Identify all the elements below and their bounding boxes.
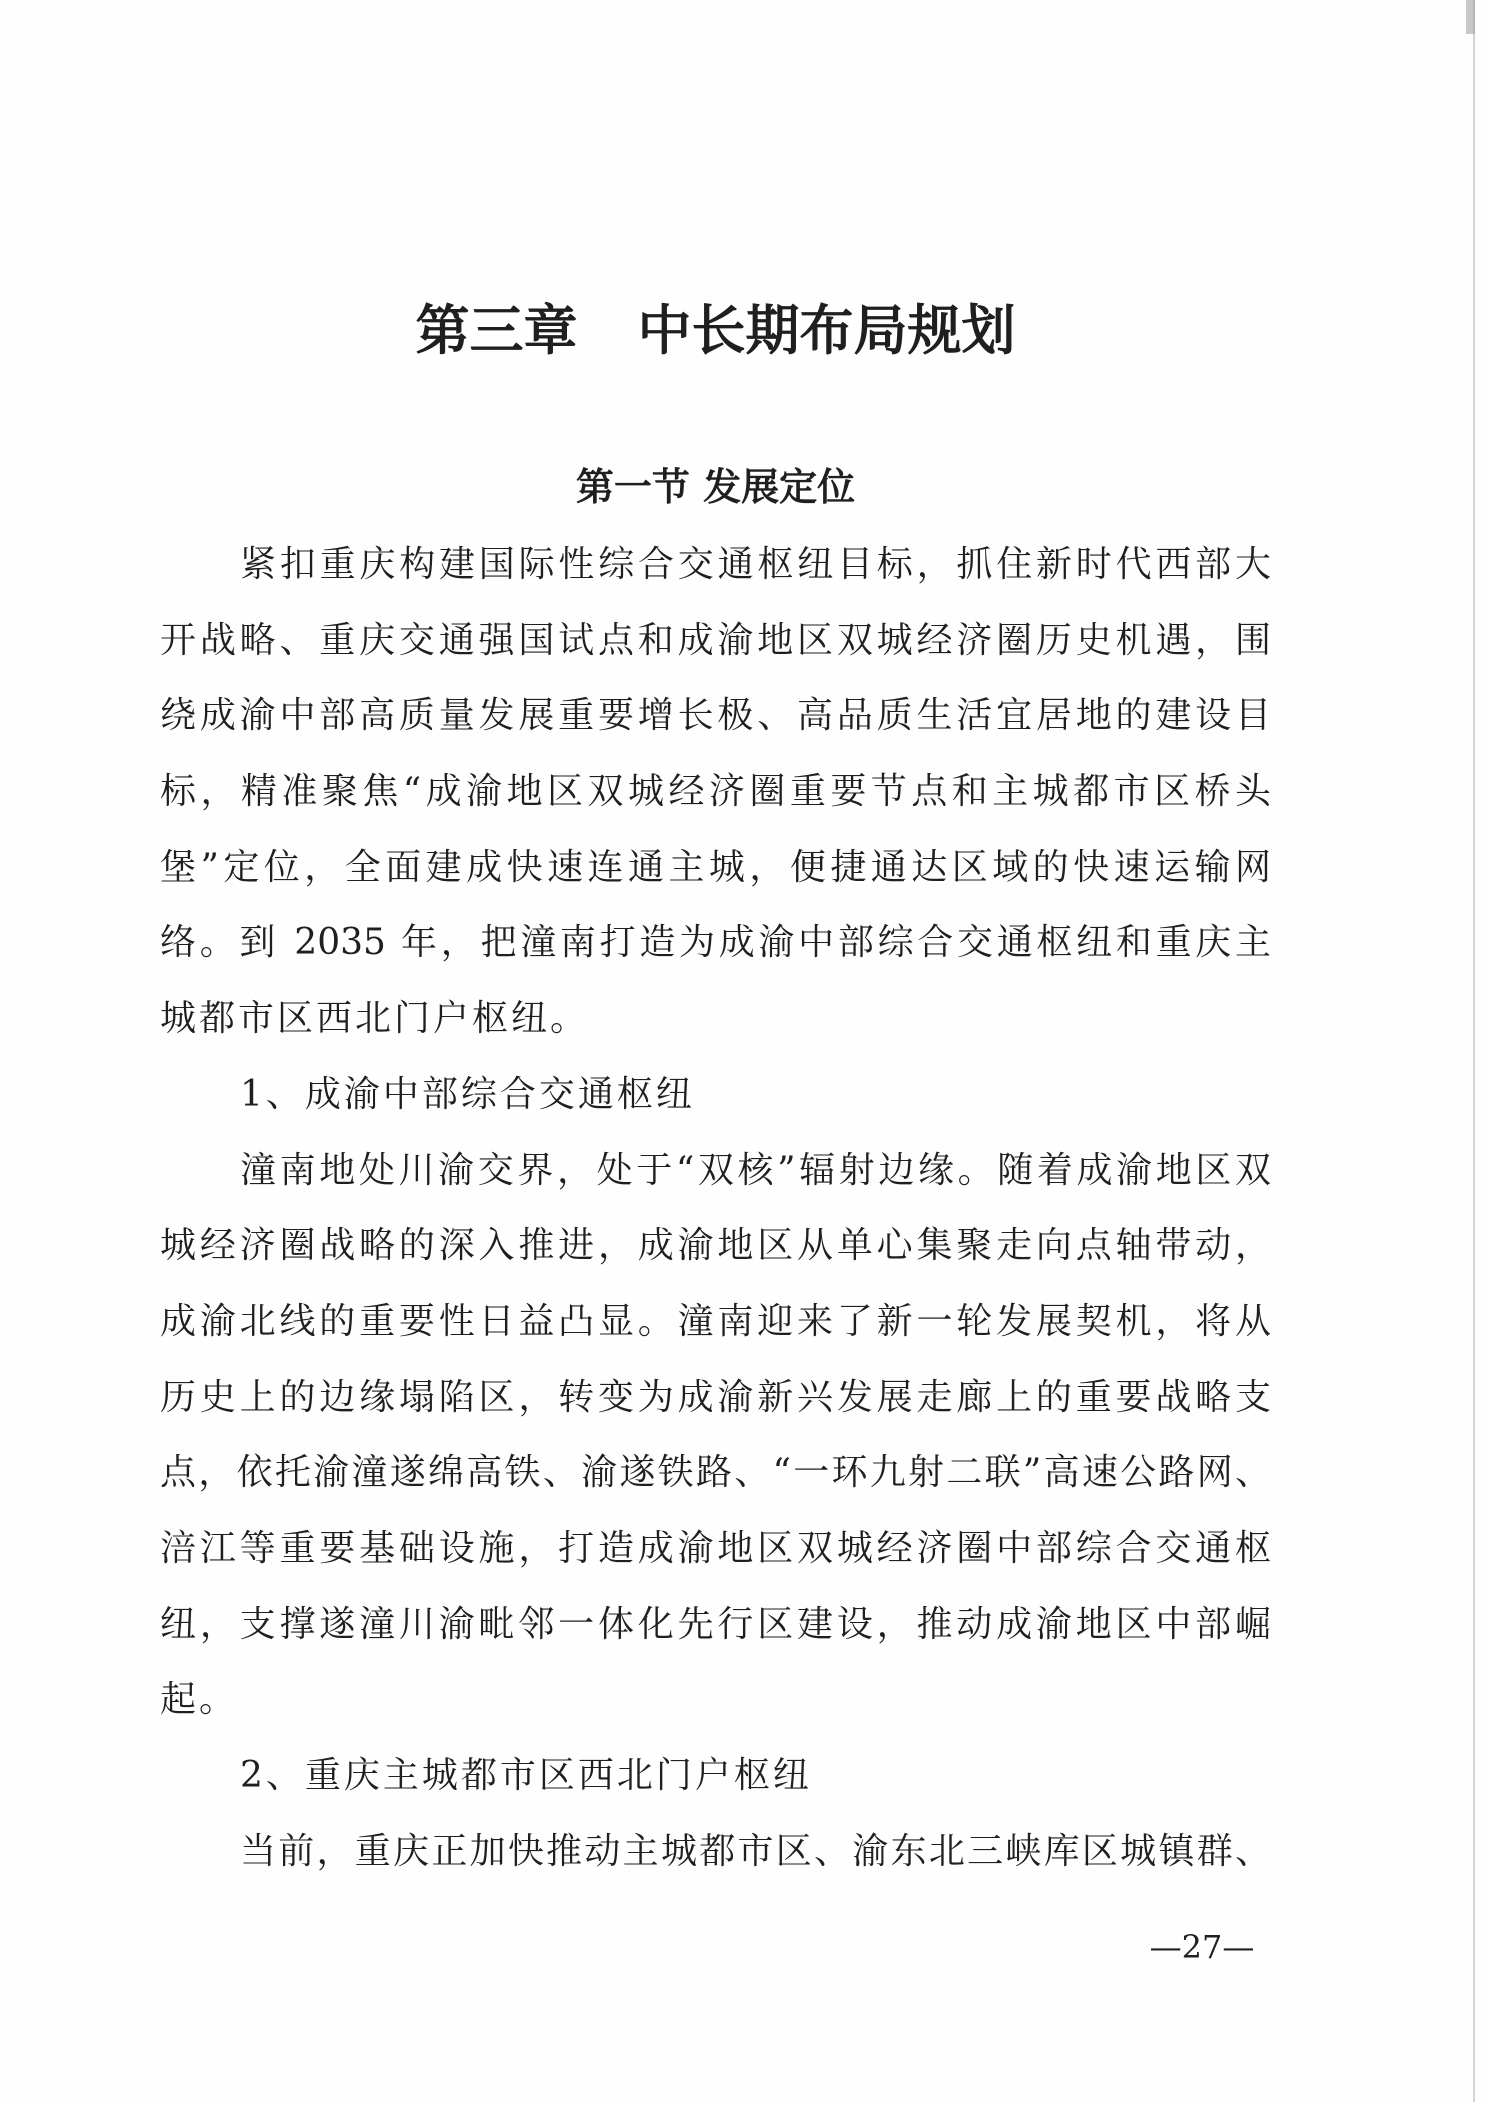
chapter-title: 中长期布局规划 — [637, 299, 1016, 362]
page-number: —27— — [1149, 1928, 1255, 1966]
text-line: 历史上的边缘塌陷区，转变为成渝新兴发展走廊上的重要战略支 — [160, 1376, 1271, 1418]
text-line: 点，依托渝潼遂绵高铁、渝遂铁路、“一环九射二联”高速公路网、 — [160, 1452, 1271, 1494]
text-line: 堡”定位，全面建成快速连通主城，便捷通达区域的快速运输网 — [160, 846, 1271, 888]
text-line: 标，精准聚焦“成渝地区双城经济圈重要节点和主城都市区桥头 — [160, 771, 1271, 813]
paragraph-intro — [160, 527, 1271, 1057]
text-line: 纽，支撑遂潼川渝毗邻一体化先行区建设，推动成渝地区中部崛 — [160, 1603, 1271, 1645]
chapter-heading — [160, 296, 1271, 366]
text-line: 开战略、重庆交通强国试点和成渝地区双城经济圈历史机遇，围 — [160, 619, 1271, 661]
item-heading: 1、成渝中部综合交通枢纽 — [240, 1073, 695, 1115]
section-heading: 第一节 发展定位 — [575, 465, 856, 509]
text-line: 络。到 2035 年，把潼南打造为成渝中部综合交通枢纽和重庆主 — [160, 922, 1271, 964]
scan-edge-mark — [1466, 0, 1475, 34]
text-line: 绕成渝中部高质量发展重要增长极、高品质生活宜居地的建设目 — [160, 695, 1271, 737]
text-line: 成渝北线的重要性日益凸显。潼南迎来了新一轮发展契机，将从 — [160, 1300, 1271, 1342]
text-line: 城经济圈战略的深入推进，成渝地区从单心集聚走向点轴带动， — [160, 1225, 1271, 1267]
text-line: 涪江等重要基础设施，打造成渝地区双城经济圈中部综合交通枢 — [160, 1527, 1271, 1569]
body-text — [160, 527, 1271, 1889]
text-line: 当前，重庆正加快推动主城都市区、渝东北三峡库区城镇群、 — [240, 1830, 1271, 1872]
text-line: 潼南地处川渝交界，处于“双核”辐射边缘。随着成渝地区双 — [240, 1149, 1271, 1191]
chapter-number: 第三章 — [415, 299, 578, 362]
item-heading: 2、重庆主城都市区西北门户枢纽 — [240, 1755, 812, 1796]
paragraph-item-1 — [160, 1057, 1271, 1738]
text-line: 紧扣重庆构建国际性综合交通枢纽目标，抓住新时代西部大 — [240, 544, 1271, 585]
text-line: 城都市区西北门户枢纽。 — [160, 998, 590, 1040]
scan-edge-line — [1473, 0, 1475, 2102]
paragraph-item-2 — [160, 1738, 1271, 1889]
text-line: 起。 — [160, 1679, 239, 1721]
